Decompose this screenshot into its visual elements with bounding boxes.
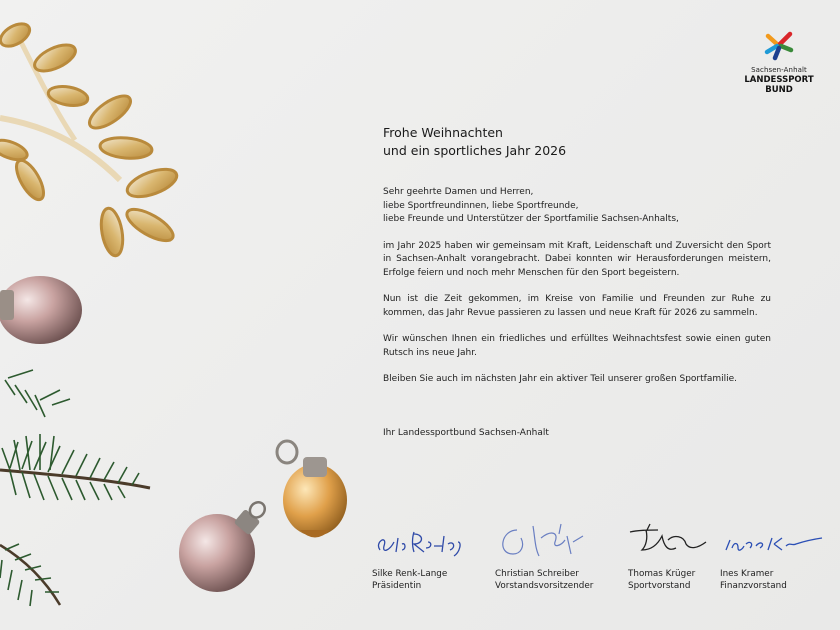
- paragraph: im Jahr 2025 haben wir gemeinsam mit Kraft, Leidenschaft und Zuversicht den Sport in Sachsen-Anhalt vorangebracht. Dabei konnten wir Herausforderungen meistern, Erfolge feiern und noch mehr Menschen für den Sport begeistern.: [383, 240, 771, 278]
- salutation-line: Sehr geehrte Damen und Herren,: [383, 187, 534, 197]
- salutation-line: liebe Sportfreundinnen, liebe Sportfreunde,: [383, 200, 579, 211]
- paragraph: Nun ist die Zeit gekommen, im Kreise von Familie und Freunden zur Ruhe zu kommen, das Jahr Revue passieren zu lassen und neue Kraft für 2026 zu sammeln.: [383, 294, 771, 318]
- fir-branch: [0, 370, 150, 606]
- signature-4: [720, 520, 824, 560]
- landessportbund-emblem: [762, 28, 796, 62]
- signatory-4: [720, 520, 824, 591]
- pink-bauble-left: [0, 276, 82, 344]
- signatory-name-block: [372, 568, 447, 592]
- gold-bauble: [277, 441, 347, 538]
- signatory-name: Ines Kramer: [720, 569, 774, 579]
- signature-2: [495, 520, 595, 560]
- signatory-name-block: [495, 568, 593, 592]
- salutation-line: liebe Freunde und Unterstützer der Sportfamilie Sachsen-Anhalts,: [383, 214, 679, 224]
- signatory-role: Präsidentin: [372, 581, 422, 591]
- heading-line-2: und ein sportliches Jahr 2026: [383, 143, 567, 158]
- signatory-role: Finanzvorstand: [720, 581, 787, 591]
- signatory-1: [372, 520, 472, 591]
- signatory-name: Thomas Krüger: [628, 569, 696, 579]
- logo-region: Sachsen-Anhalt: [751, 66, 807, 74]
- signature-3: [628, 520, 708, 560]
- pink-bauble-bottom: [179, 497, 270, 592]
- heading-line-1: Frohe Weihnachten: [383, 125, 503, 140]
- signatory-name: Silke Renk-Lange: [372, 569, 448, 579]
- logo-line-2: BUND: [765, 85, 793, 95]
- signatory-name: Christian Schreiber: [495, 569, 579, 579]
- letter-body: [383, 124, 771, 440]
- signatory-role: Sportvorstand: [628, 581, 691, 591]
- logo-line-1: LANDESSPORT: [744, 75, 814, 85]
- closing: Ihr Landessportbund Sachsen-Anhalt: [383, 427, 549, 438]
- signatory-name-block: [628, 568, 695, 592]
- paragraph: Wir wünschen Ihnen ein friedliches und erfülltes Weihnachtsfest sowie einen guten Rutsch ins neue Jahr.: [383, 334, 771, 358]
- gold-leaf-branch: [0, 19, 180, 257]
- signatory-role: Vorstandsvorsitzender: [495, 581, 594, 591]
- landessportbund-logo[interactable]: [736, 28, 822, 95]
- signatory-name-block: [720, 568, 787, 592]
- signatory-2: [495, 520, 595, 591]
- paragraph: Bleiben Sie auch im nächsten Jahr ein aktiver Teil unserer großen Sportfamilie.: [383, 374, 738, 384]
- signature-1: [372, 520, 472, 560]
- christmas-decoration: [0, 0, 360, 630]
- signatory-3: [628, 520, 708, 591]
- salutation: [383, 186, 771, 227]
